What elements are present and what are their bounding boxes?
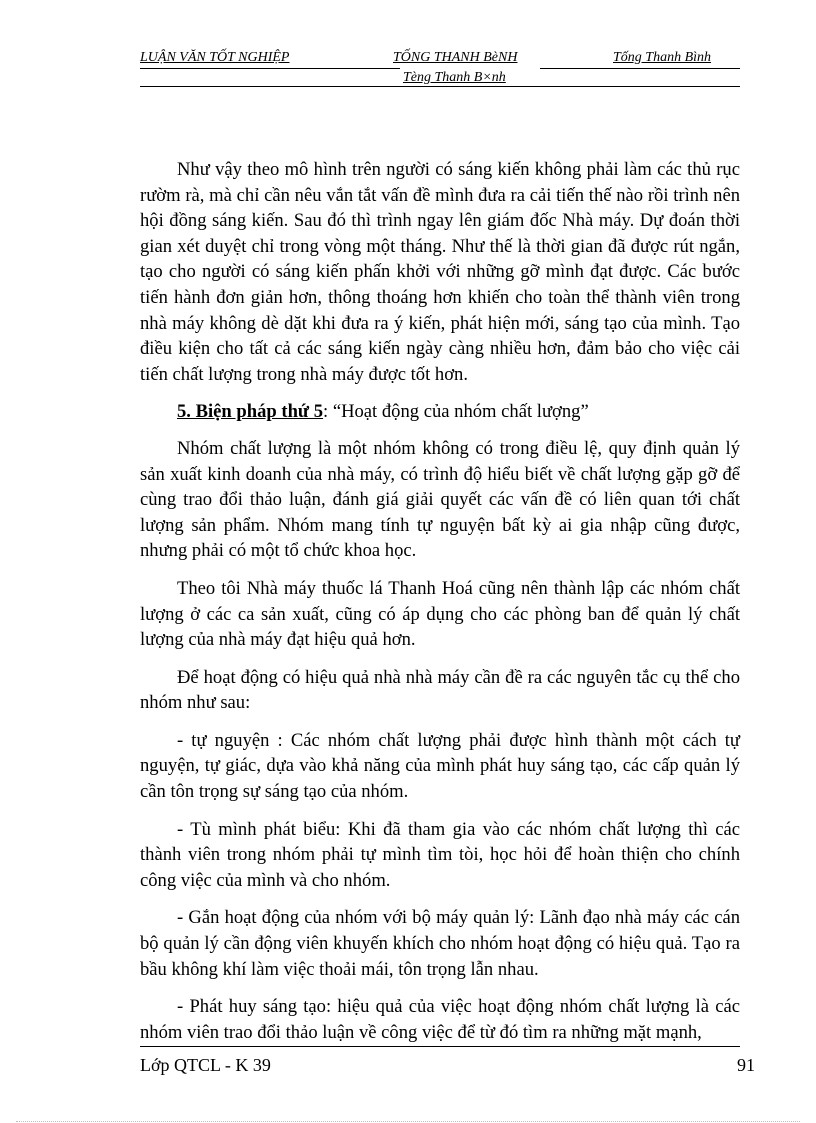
paragraph-8: - Phát huy sáng tạo: hiệu quả của việc hoạt động nhóm chất lượng là các nhóm viên trao đổi thảo luận về công việc để từ đó tìm ra những mặt mạnh, bbox=[140, 996, 740, 1043]
header-author-sub: Tèng Thanh B×nh bbox=[403, 70, 506, 85]
page-number: 91 bbox=[737, 1055, 755, 1075]
paragraph-7: - Gắn hoạt động của nhóm với bộ máy quản lý: Lãnh đạo nhà máy các cán bộ quản lý cần động viên khuyến khích cho nhóm hoạt động có hiệu quả. Tạo ra bầu không khí làm việc thoải mái, tôn trọng lẫn nhau. bbox=[140, 907, 740, 980]
paragraph-1: Như vậy theo mô hình trên người có sáng kiến không phải làm các thủ rục rườm rà, mà chỉ cần nêu vắn tắt vấn đề mình đưa ra cải tiến thế nào rồi trình nên hội đồng sáng kiến. Sau đó thì trình ngay lên giám đốc Nhà máy. Dự đoán thời gian xét duyệt chỉ trong vòng một tháng. Như thế là thời gian đã được rút ngắn, tạo cho người có sáng kiến phấn khởi với những gỡ mình đạt được. Các bước tiến hành đơn giản hơn, thông thoáng hơn khiến cho toàn thể thành viên trong nhà máy không dè dặt khi đưa ra ý kiến, phát hiện mới, sáng tạo của mình. Tạo điều kiện cho tất cả các sáng kiến ngày càng nhiều hơn, đảm bảo cho việc cải tiến chất lượng trong nhà máy được tốt hơn. bbox=[140, 159, 740, 385]
footer-divider bbox=[140, 1046, 740, 1047]
measure-heading bbox=[140, 399, 740, 425]
footer-class-label: Lớp QTCL - K 39 bbox=[140, 1055, 271, 1075]
measure-title: 5. Biện pháp thứ 5 bbox=[177, 401, 324, 423]
paragraph-2: Nhóm chất lượng là một nhóm không có trong điều lệ, quy định quản lý sản xuất kinh doanh của nhà máy, có trình độ hiểu biết về chất lượng gặp gỡ để cùng trao đổi thảo luận, đánh giá giải quyết các vấn đề có liên quan tới chất lượng sản phẩm. Nhóm mang tính tự nguyện bất kỳ ai gia nhập cũng được, nhưng phải có một tổ chức khoa học. bbox=[140, 437, 740, 562]
paragraph-6: - Tù mình phát biểu: Khi đã tham gia vào các nhóm chất lượng thì các thành viên trong nhóm phải tự mình tìm tòi, học hỏi để hoàn thiện cho chính công việc của mình và cho nhóm. bbox=[140, 818, 740, 891]
header-divider bbox=[140, 86, 740, 87]
header-author: Tống Thanh Bình bbox=[613, 50, 712, 65]
header-divider-right bbox=[540, 68, 740, 69]
header-divider-left bbox=[140, 68, 400, 69]
page-header bbox=[140, 49, 740, 67]
paragraph-3: Theo tôi Nhà máy thuốc lá Thanh Hoá cũng nên thành lập các nhóm chất lượng ở các ca sản xuất, cũng có áp dụng cho các phòng ban để quản lý chất lượng của nhà máy đạt hiệu quả hơn. bbox=[140, 577, 740, 651]
body-text bbox=[140, 157, 740, 1057]
paragraph-4: Để hoạt động có hiệu quả nhà nhà máy cần đề ra các nguyên tắc cụ thể cho nhóm như sau: bbox=[140, 666, 740, 714]
measure-subtitle: : “Hoạt động của nhóm chất lượng” bbox=[323, 401, 589, 423]
header-thesis-label: LUẬN VĂN TỐT NGHIỆP bbox=[140, 50, 290, 65]
paragraph-5: - tự nguyện : Các nhóm chất lượng phải được hình thành một cách tự nguyện, tự giác, dựa vào khả năng của mình phát huy sáng tạo, các cấp quản lý cần tôn trọng sự sáng tạo của nhóm. bbox=[140, 729, 740, 803]
header-author-garbled: TỐNG THANH BèNH bbox=[393, 50, 518, 65]
page-bottom-dotted-rule bbox=[16, 1121, 800, 1122]
